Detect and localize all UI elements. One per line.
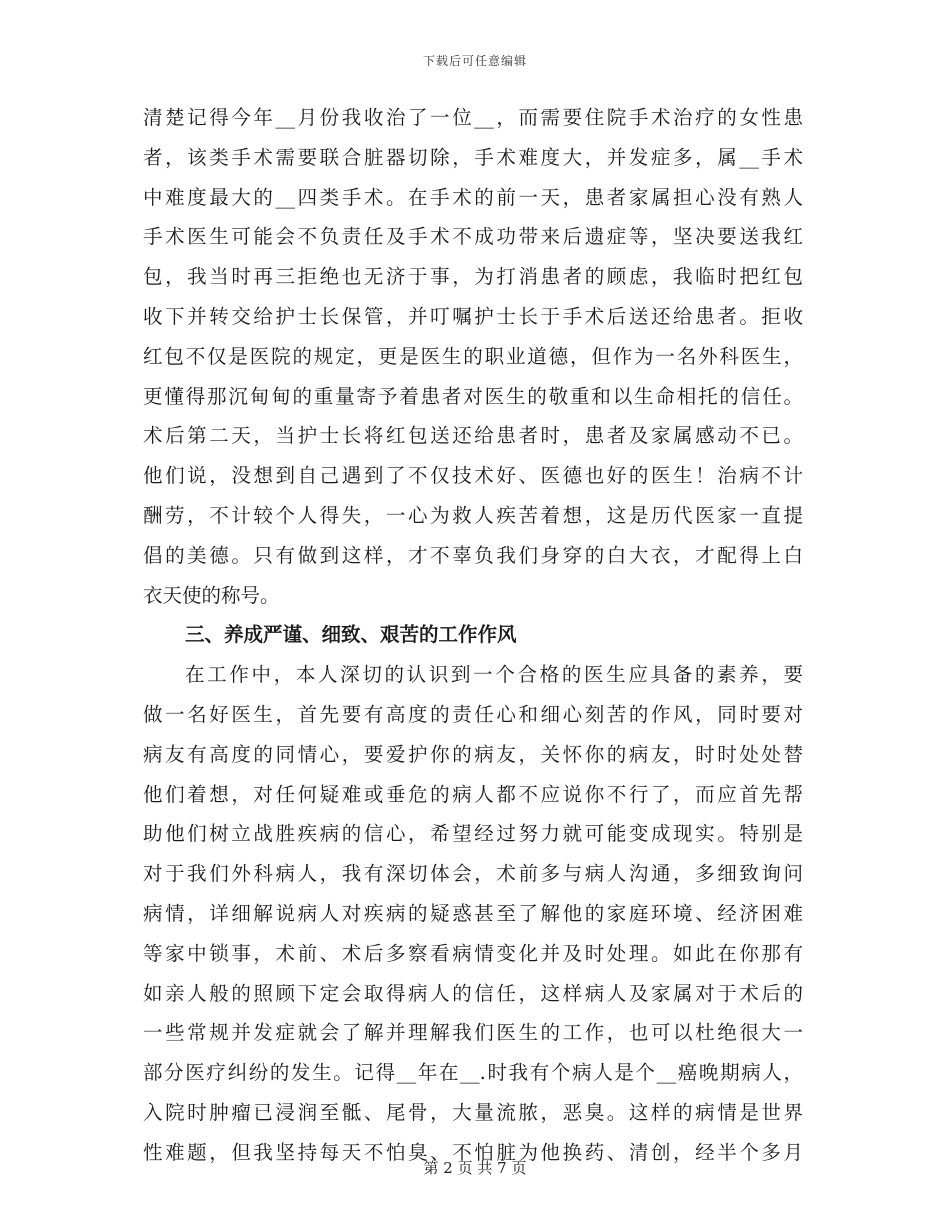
text-line: 等家中锁事，术前、术后多察看病情变化并及时处理。如此在你那有 — [143, 941, 803, 965]
text-line: 衣天使的称号。 — [143, 583, 280, 607]
text-line: 一些常规并发症就会了解并理解我们医生的工作，也可以杜绝很大一 — [143, 1021, 803, 1045]
text-line: 更懂得那沉甸甸的重量寄予着患者对医生的敬重和以生命相托的信任。 — [143, 384, 803, 408]
text-line: 手术医生可能会不负责任及手术不成功带来后遗症等，坚决要送我红 — [143, 225, 803, 249]
text-line: 在工作中，本人深切的认识到一个合格的医生应具备的素养，要 — [185, 663, 803, 687]
text-line: 病友有高度的同情心，要爱护你的病友，关怀你的病友，时时处处替 — [143, 742, 803, 766]
text-line: 清楚记得今年__月份我收治了一位__，而需要住院手术治疗的女性患 — [143, 106, 803, 129]
paragraph-2 — [143, 655, 803, 1172]
text-line: 如亲人般的照顾下定会取得病人的信任，这样病人及家属对于术后的 — [143, 981, 803, 1005]
text-line: 他们着想，对任何疑难或垂危的病人都不应说你不行了，而应首先帮 — [143, 782, 803, 806]
text-line: 对于我们外科病人，我有深切体会，术前多与病人沟通，多细致询问 — [143, 862, 803, 886]
text-line: 收下并转交给护士长保管，并叮嘱护士长于手术后送还给患者。拒收 — [143, 304, 803, 328]
paragraph-1 — [143, 98, 803, 615]
text-line: 术后第二天，当护士长将红包送还给患者时，患者及家属感动不已。 — [143, 424, 803, 448]
text-line: 部分医疗纠纷的发生。记得__年在__.时我有个病人是个__癌晚期病人， — [143, 1061, 803, 1085]
text-line: 包，我当时再三拒绝也无济于事，为打消患者的顾虑，我临时把红包 — [143, 265, 803, 289]
section-heading: 三、养成严谨、细致、艰苦的工作作风 — [185, 623, 517, 647]
document-body — [143, 98, 803, 1173]
text-line: 入院时肿瘤已浸润至骶、尾骨，大量流脓，恶臭。这样的病情是世界 — [143, 1100, 803, 1124]
text-line: 性难题，但我坚持每天不怕臭、不怕脏为他换药、清创，经半个多月 — [143, 1140, 803, 1164]
page-header-note: 下载后可任意编辑 — [422, 54, 527, 68]
text-line: 红包不仅是医院的规定，更是医生的职业道德，但作为一名外科医生， — [143, 344, 803, 368]
text-line: 病情，详细解说病人对疾病的疑惑甚至了解他的家庭环境、经济困难 — [143, 901, 803, 925]
text-line: 酬劳，不计较个人得失，一心为救人疾苦着想，这是历代医家一直提 — [143, 503, 803, 527]
text-line: 助他们树立战胜疾病的信心，希望经过努力就可能变成现实。特别是 — [143, 822, 803, 846]
text-line: 他们说，没想到自己遇到了不仅技术好、医德也好的医生！治病不计 — [143, 464, 803, 488]
text-line: 者，该类手术需要联合脏器切除，手术难度大，并发症多，属__手术 — [143, 145, 803, 169]
page-number-footer: 第 2 页 共 7 页 — [423, 1159, 527, 1177]
text-line: 中难度最大的__四类手术。在手术的前一天，患者家属担心没有熟人 — [143, 185, 803, 209]
text-line: 倡的美德。只有做到这样，才不辜负我们身穿的白大衣，才配得上白 — [143, 543, 803, 567]
text-line: 做一名好医生，首先要有高度的责任心和细心刻苦的作风，同时要对 — [143, 702, 803, 726]
